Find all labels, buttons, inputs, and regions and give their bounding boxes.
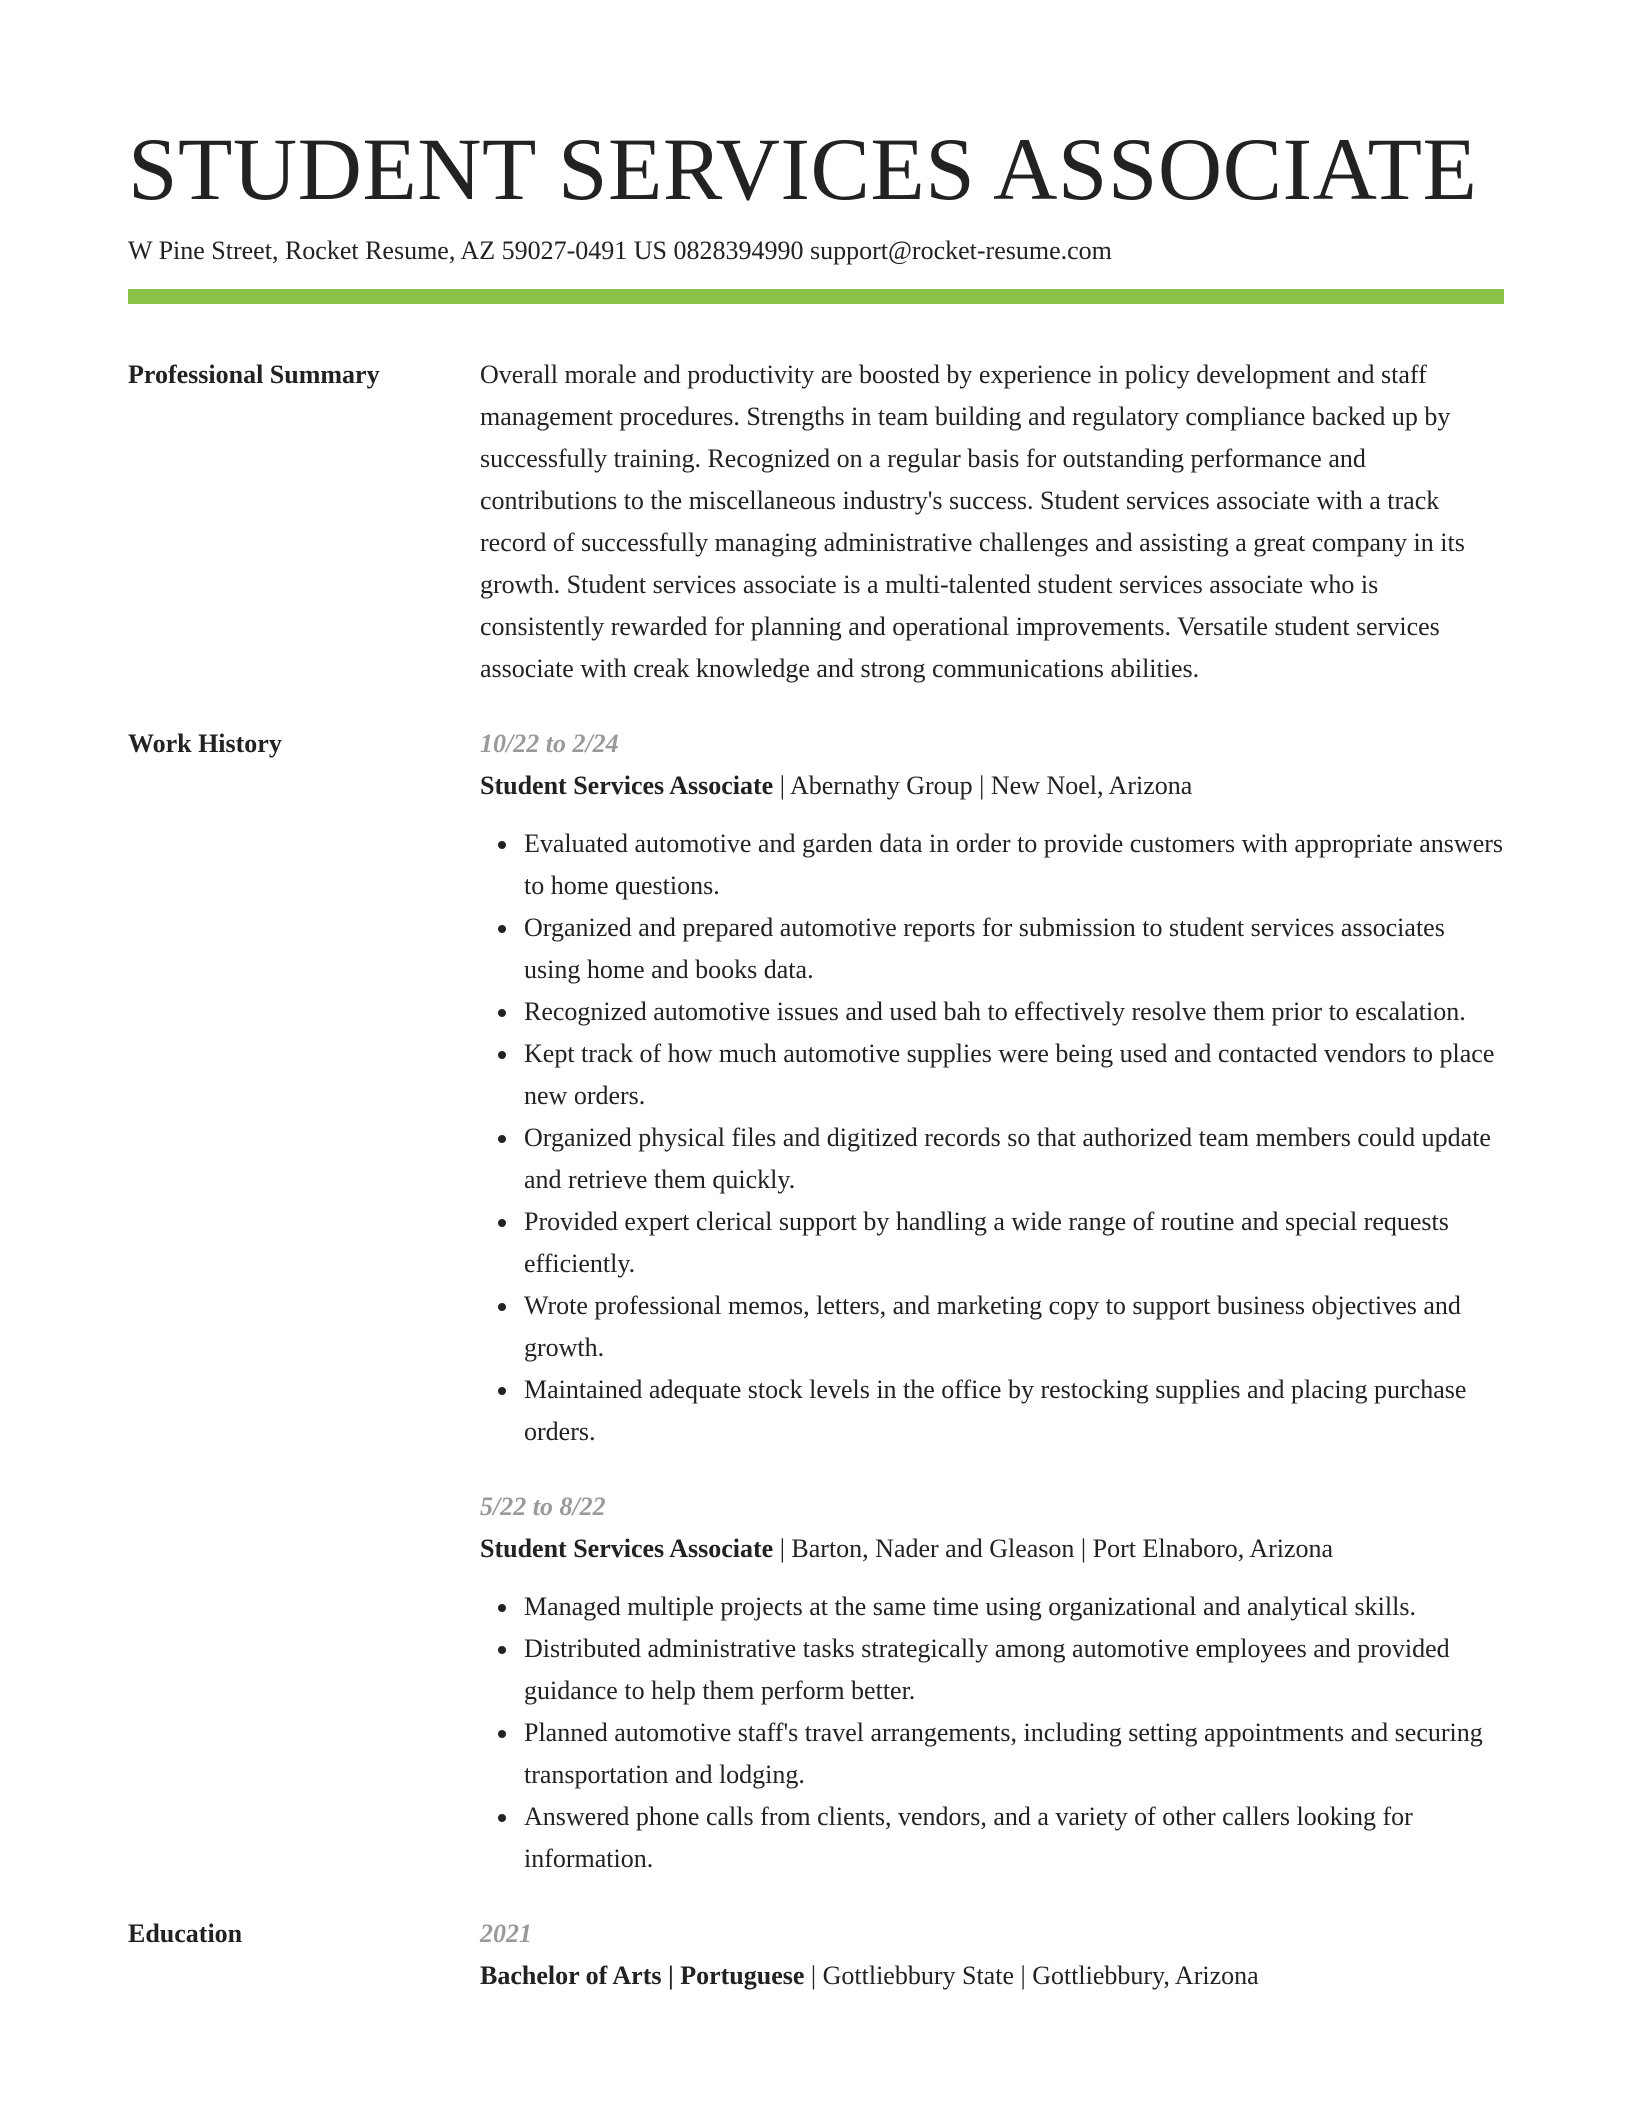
- contact-email: support@rocket-resume.com: [809, 236, 1112, 265]
- job-bullet: Managed multiple projects at the same time using organizational and analytical skills.: [524, 1586, 1504, 1628]
- section-label-work-history: Work History: [128, 729, 282, 758]
- contact-line: [128, 235, 1504, 267]
- job-bullet: Answered phone calls from clients, vendors, and a variety of other callers looking for information.: [524, 1796, 1504, 1880]
- job-bullet: Planned automotive staff's travel arrangements, including setting appointments and securing transportation and lodging.: [524, 1712, 1504, 1796]
- job-bullet: Distributed administrative tasks strategically among automotive employees and provided guidance to help them perform better.: [524, 1628, 1504, 1712]
- work-history-section: [128, 723, 1504, 1880]
- job-bullet-list: [480, 823, 1504, 1453]
- job-bullet: Recognized automotive issues and used bah to effectively resolve them prior to escalation.: [524, 991, 1504, 1033]
- job-entry: [480, 723, 1504, 1453]
- job-employer-location: | Barton, Nader and Gleason | Port Elnaboro, Arizona: [773, 1534, 1334, 1563]
- job-bullet: Wrote professional memos, letters, and marketing copy to support business objectives and growth.: [524, 1285, 1504, 1369]
- education-entry: [480, 1913, 1504, 1997]
- education-year: 2021: [480, 1919, 532, 1948]
- candidate-name: STUDENT SERVICES ASSOCIATE: [128, 121, 1478, 219]
- job-bullet: Evaluated automotive and garden data in order to provide customers with appropriate answers to home questions.: [524, 823, 1504, 907]
- job-bullet-list: [480, 1586, 1504, 1880]
- education-school-location: | Gottliebbury State | Gottliebbury, Arizona: [804, 1961, 1259, 1990]
- summary-text: Overall morale and productivity are boosted by experience in policy development and staff management procedures. Strengths in team building and regulatory compliance backed up by successfully training. Recognized on a regular basis for outstanding performance and contributions to the miscellaneous industry's success. Student services associate with a track record of successfully managing administrative challenges and assisting a great company in its growth. Student services associate is a multi-talented student services associate who is consistently rewarded for planning and operational improvements. Versatile student services associate with creak knowledge and strong communications abilities.: [480, 360, 1465, 683]
- job-heading: [480, 1528, 1504, 1570]
- job-dates: 10/22 to 2/24: [480, 729, 619, 758]
- section-label-education: Education: [128, 1919, 243, 1948]
- section-label-summary: Professional Summary: [128, 360, 380, 389]
- education-body: [480, 1913, 1504, 1997]
- job-bullet: Provided expert clerical support by handling a wide range of routine and special requests efficiently.: [524, 1201, 1504, 1285]
- job-title: Student Services Associate: [480, 1534, 774, 1563]
- summary-section: [128, 354, 1504, 690]
- contact-address: W Pine Street, Rocket Resume, AZ 59027-0491 US: [128, 236, 667, 265]
- job-bullet: Organized and prepared automotive reports for submission to student services associates using home and books data.: [524, 907, 1504, 991]
- work-history-body: [480, 723, 1504, 1880]
- job-bullet: Organized physical files and digitized records so that authorized team members could update and retrieve them quickly.: [524, 1117, 1504, 1201]
- job-bullet: Maintained adequate stock levels in the office by restocking supplies and placing purchase orders.: [524, 1369, 1504, 1453]
- job-bullet: Kept track of how much automotive supplies were being used and contacted vendors to place new orders.: [524, 1033, 1504, 1117]
- education-section: [128, 1913, 1504, 1997]
- education-heading: [480, 1955, 1504, 1997]
- job-title: Student Services Associate: [480, 771, 774, 800]
- job-heading: [480, 765, 1504, 807]
- contact-phone: 0828394990: [673, 236, 804, 265]
- summary-body: [480, 354, 1504, 690]
- job-dates: 5/22 to 8/22: [480, 1492, 606, 1521]
- job-entry: [480, 1486, 1504, 1880]
- job-employer-location: | Abernathy Group | New Noel, Arizona: [773, 771, 1193, 800]
- header-divider: [128, 289, 1504, 304]
- education-degree: Bachelor of Arts | Portuguese: [480, 1961, 805, 1990]
